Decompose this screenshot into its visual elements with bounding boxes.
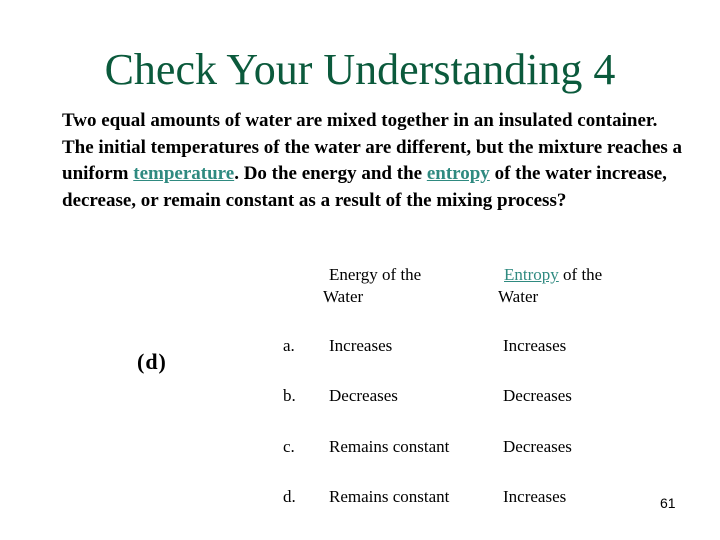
energy-header-line-2: Water: [323, 287, 364, 306]
entropy-header-rest: of the: [558, 265, 603, 284]
energy-column-header: [323, 264, 421, 308]
question-part-1: Two equal amounts of water are mixed together in an insulated container. The initial temperatures of the water are different, but the mixture reaches a uniform: [62, 110, 683, 184]
row-letter: d.: [283, 487, 296, 506]
entropy-header-line-2: Water: [498, 287, 539, 306]
page-number: 61: [660, 495, 676, 511]
slide-title: Check Your Understanding 4: [104, 45, 616, 94]
question-text: [62, 108, 692, 214]
row-energy-value: Decreases: [329, 386, 398, 405]
entropy-link[interactable]: entropy: [426, 163, 490, 184]
answer-label: (d): [137, 349, 167, 374]
table-row: [0, 436, 720, 458]
row-energy-value: Remains constant: [329, 437, 450, 456]
question-part-2: . Do the energy and the: [234, 163, 427, 184]
table-row: [0, 385, 720, 407]
row-letter: c.: [283, 437, 295, 456]
table-row: [0, 486, 720, 508]
temperature-link[interactable]: temperature: [133, 163, 235, 184]
energy-header-line-1: Energy of the: [329, 265, 422, 284]
question-part-3: of the water increase, decrease, or remain constant as a result of the mixing process?: [62, 163, 667, 211]
entropy-header-line-1: [498, 264, 602, 286]
row-energy-value: Increases: [329, 336, 393, 355]
table-row: [0, 335, 720, 357]
row-energy-value: Remains constant: [329, 487, 450, 506]
row-entropy-value: Decreases: [503, 437, 572, 456]
row-letter: b.: [283, 386, 296, 405]
row-letter: a.: [283, 336, 295, 355]
row-entropy-value: Increases: [503, 336, 567, 355]
row-entropy-value: Increases: [503, 487, 567, 506]
row-entropy-value: Decreases: [503, 386, 572, 405]
entropy-column-header: [498, 264, 602, 308]
entropy-header-link[interactable]: Entropy: [504, 265, 559, 284]
